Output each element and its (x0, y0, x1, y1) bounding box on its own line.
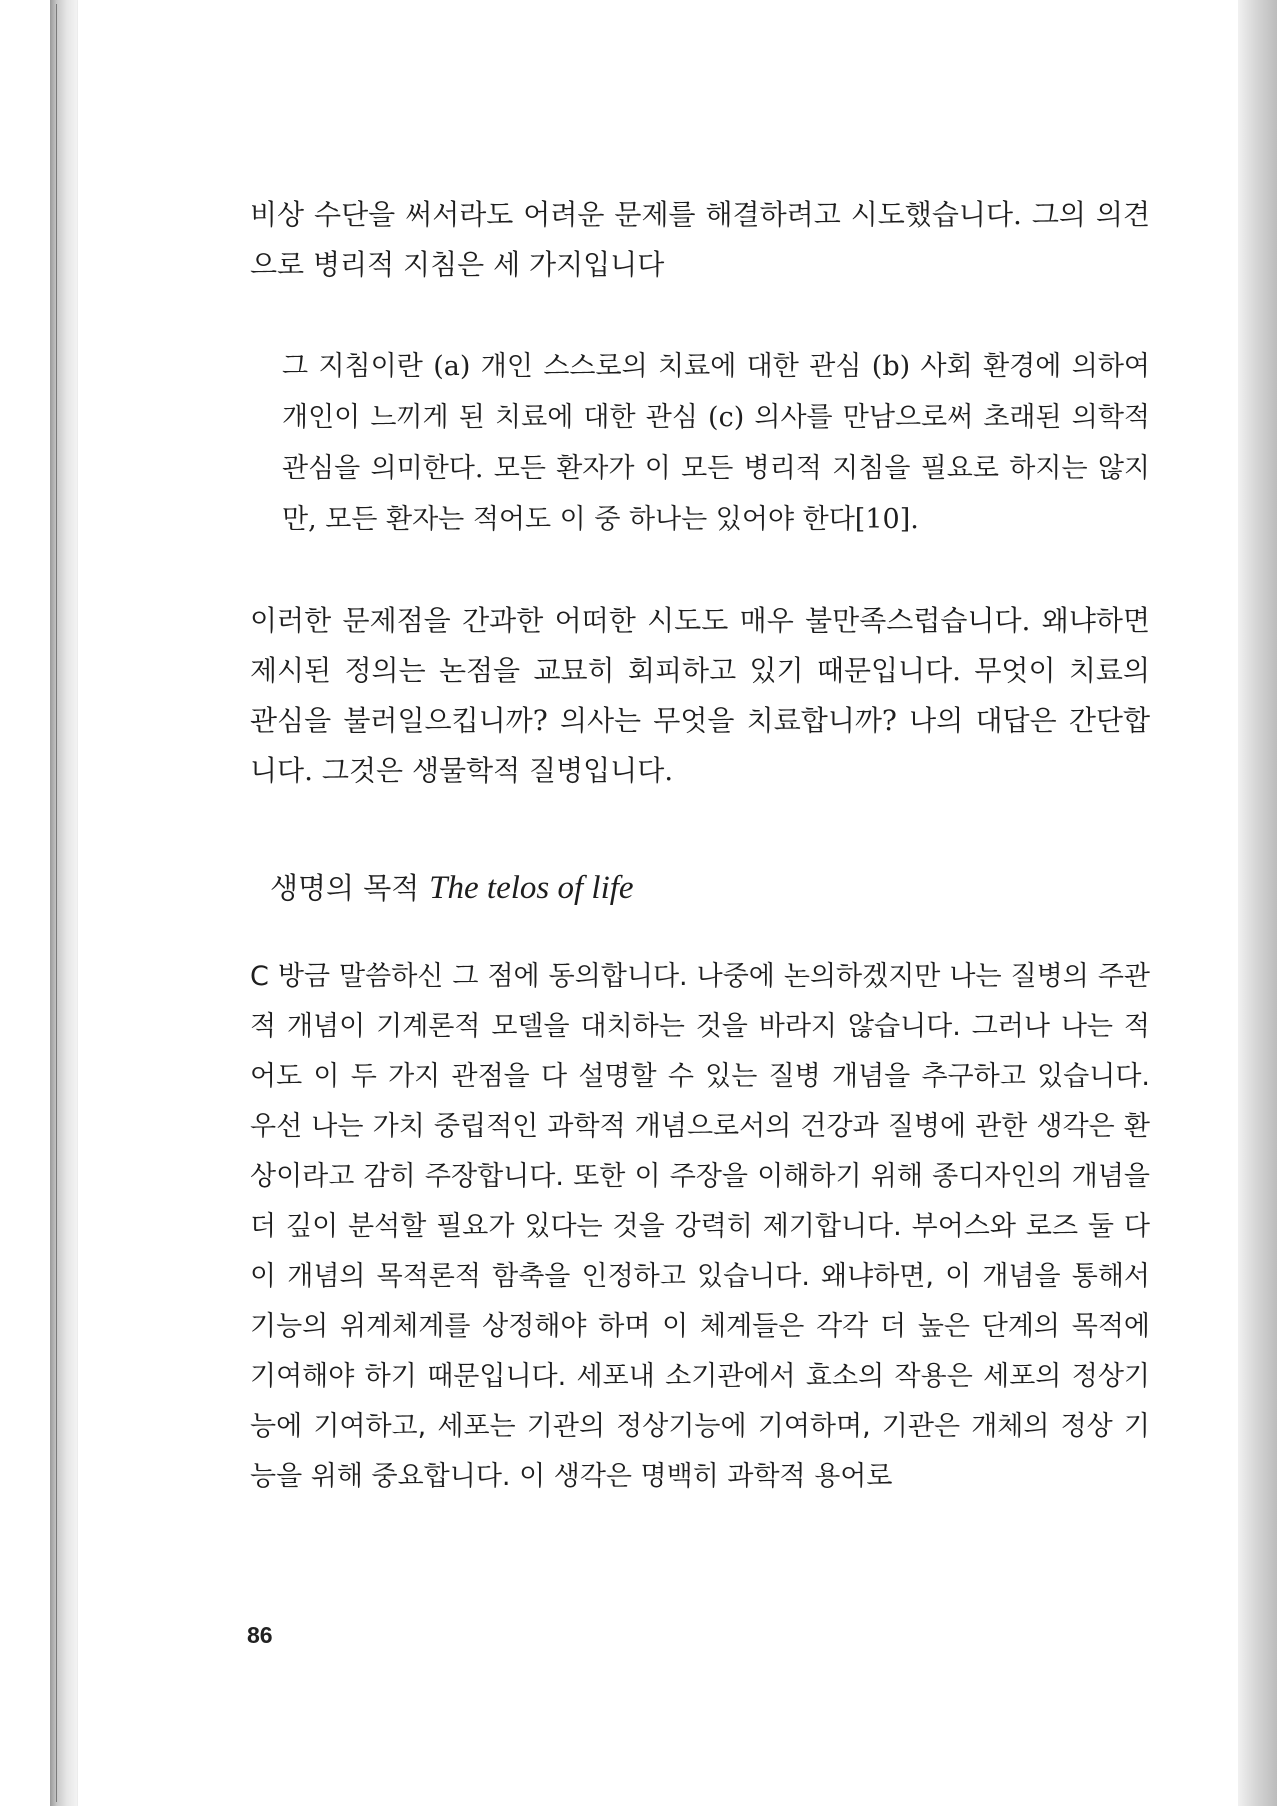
page-right-shadow (1238, 0, 1277, 1806)
paragraph-3: C 방금 말씀하신 그 점에 동의합니다. 나중에 논의하겠지만 나는 질병의 주관적 개념이 기계론적 모델을 대치하는 것을 바라지 않습니다. 그러나 나는 적어도 이 두 가지 관점을 다 설명할 수 있는 질병 개념을 추구하고 있습니다. 우선 나는 가치 중립적인 과학적 개념으로서의 건강과 질병에 관한 생각은 환상이라고 감히 주장합니다. 또한 이 주장을 이해하기 위해 종디자인의 개념을 더 깊이 분석할 필요가 있다는 것을 강력히 제기합니다. 부어스와 로즈 둘 다 이 개념의 목적론적 함축을 인정하고 있습니다. 왜냐하면, 이 개념을 통해서 기능의 위계체계를 상정해야 하며 이 체계들은 각각 더 높은 단계의 목적에 기여해야 하기 때문입니다. 세포내 소기관에서 효소의 작용은 세포의 정상기능에 기여하고, 세포는 기관의 정상기능에 기여하며, 기관은 개체의 정상 기능을 위해 중요합니다. 이 생각은 명백히 과학적 용어로 (250, 961, 1150, 1492)
paragraph-1: 비상 수단을 써서라도 어려운 문제를 해결하려고 시도했습니다. 그의 의견으로 병리적 지침은 세 가지입니다 (250, 198, 1150, 281)
page-edge-line (56, 4, 57, 1802)
section-heading (270, 863, 1150, 913)
book-spine-edge (50, 0, 78, 1806)
paragraph-2: 이러한 문제점을 간과한 어떠한 시도도 매우 불만족스럽습니다. 왜냐하면 제시된 정의는 논점을 교묘히 회피하고 있기 때문입니다. 무엇이 치료의 관심을 불러일으킵니까? 의사는 무엇을 치료합니까? 나의 대답은 간단합니다. 그것은 생물학적 질병입니다. (250, 604, 1150, 787)
section-heading-english: The telos of life (429, 870, 634, 906)
block-quote: 그 지침이란 (a) 개인 스스로의 치료에 대한 관심 (b) 사회 환경에 의하여 개인이 느끼게 된 치료에 대한 관심 (c) 의사를 만남으로써 초래된 의학적 관심을 의미한다. 모든 환자가 이 모든 병리적 지침을 필요로 하지는 않지만, 모든 환자는 적어도 이 중 하나는 있어야 한다[10]. (282, 351, 1150, 535)
page-number: 86 (247, 1622, 273, 1648)
section-heading-korean: 생명의 목적 (270, 871, 420, 905)
